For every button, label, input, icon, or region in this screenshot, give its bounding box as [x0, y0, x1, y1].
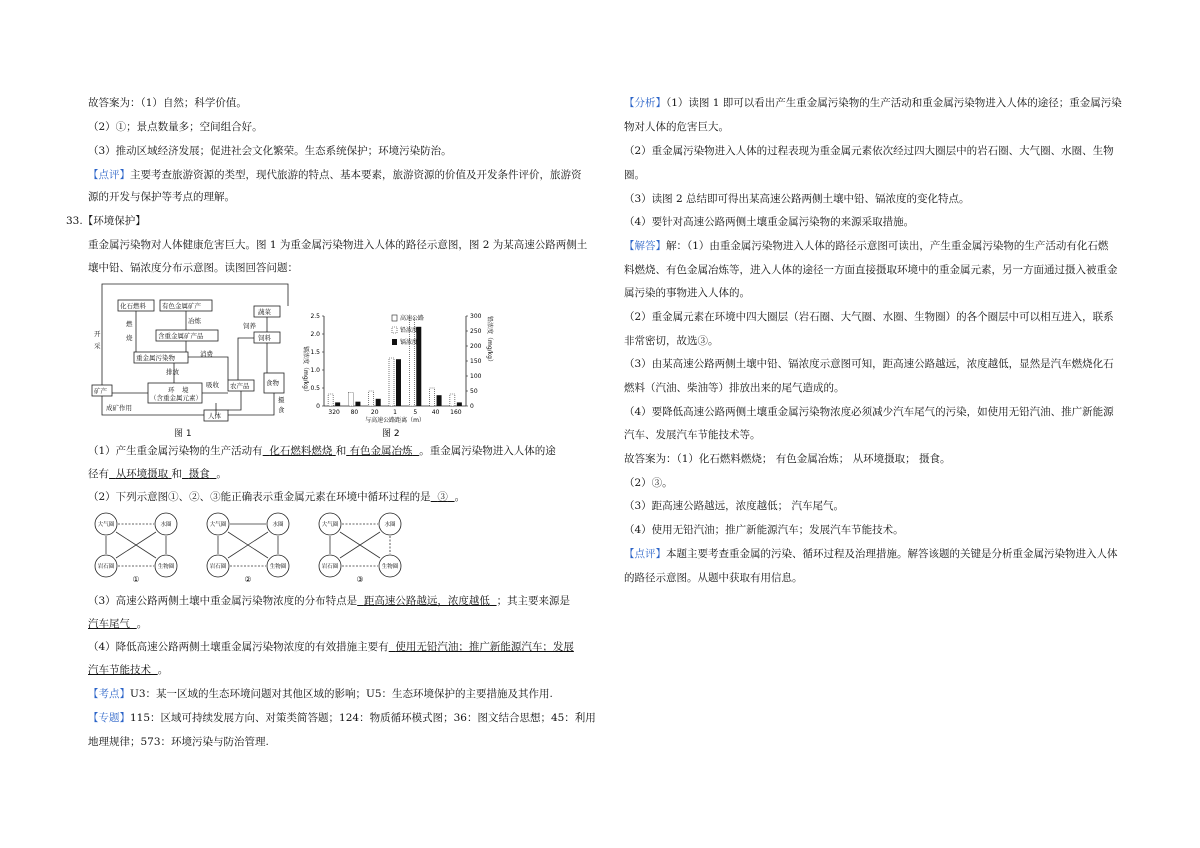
fig1-label: 吸收: [206, 381, 219, 389]
fig1-label: 重金属污染物: [136, 354, 175, 362]
fig1-label: 食物: [266, 379, 279, 387]
legend-swatch: [392, 315, 397, 321]
lead-bar: [328, 394, 333, 406]
answer-blank: 使用无铅汽油；推广新能源汽车；发展: [395, 641, 574, 653]
question-heading: 33.【环境保护】: [66, 215, 146, 227]
left-tick-label: 0: [316, 403, 320, 410]
fig1-label: 燃: [126, 320, 133, 328]
topic-line-1: 【专题】115：区域可持续发展方向、对策类简答题；124：物质循环模式图；36：图文结合思想；45：利用: [88, 712, 596, 724]
fig1-label: 蔬菜: [258, 308, 271, 316]
analysis-3: （3）读图 2 总结即可得出某高速公路两侧土壤中铅、镉浓度的变化特点。: [624, 193, 970, 205]
answer-blank: 摄食: [188, 468, 210, 480]
analysis-2b: 圈。: [624, 169, 645, 181]
answer-blank: 汽车尾气: [88, 618, 130, 630]
cadmium-bar: [396, 359, 401, 406]
fig1-label: 农产品: [230, 382, 250, 390]
review-tag: 【点评】: [624, 548, 666, 560]
solution-4b: 汽车、发展汽车节能技术等。: [624, 429, 761, 441]
fig1-label: 烧: [126, 334, 133, 342]
sphere-label: 水圈: [272, 522, 284, 528]
answer-line-3: （3）推动区域经济发展；促进社会文化繁荣。生态系统保护；环境污染防治。: [88, 145, 452, 157]
solution-2a: （2）重金属元素在环境中四大圈层（岩石圈、大气圈、水圈、生物圈）的各个圈层中可以相互进入，联系: [624, 311, 1114, 323]
fig1-label: 人体: [208, 412, 221, 420]
sphere-label: 大气圈: [97, 522, 115, 528]
sphere-label: 水圈: [384, 522, 396, 528]
legend-label: 高速公路: [400, 315, 425, 322]
right-tick-label: 50: [470, 388, 478, 395]
sphere-label: 大气圈: [321, 522, 339, 528]
left-tick-label: 0.5: [310, 385, 320, 392]
right-tick-label: 200: [470, 343, 482, 350]
question-intro-1: 重金属污染物对人体健康危害巨大。图 1 为重金属污染物进入人体的路径示意图，图 2 为某高速公路两侧土: [88, 239, 588, 251]
fig1-label: 含重金属矿产品: [158, 332, 204, 340]
cycle-diagram-②: [207, 513, 289, 584]
cycle-number: ③: [356, 575, 364, 584]
cycle-diagram-①: [95, 513, 177, 584]
fig1-label: 环: [168, 386, 175, 394]
sphere-label: 大气圈: [209, 522, 227, 528]
x-tick-label: 320: [328, 409, 340, 416]
final-answer-4: （4）使用无铅汽油；推广新能源汽车；发展汽车节能技术。: [624, 524, 904, 536]
legend-label: 铅浓度: [400, 327, 419, 334]
subq-2: （2）下列示意图①、②、③能正确表示重金属元素在环境中循环过程的是 ③ 。: [88, 491, 466, 503]
x-tick-label: 80: [350, 409, 359, 416]
question-intro-2: 壤中铅、镉浓度分布示意图。读图回答问题：: [88, 262, 298, 274]
final-answer-2: （2）③。: [624, 477, 673, 489]
analysis-1b: 物对人体的危害巨大。: [624, 121, 729, 133]
cycle-diagrams: [88, 512, 418, 584]
left-axis-label: 镉浓度（mg/kg）: [302, 346, 309, 395]
x-tick-label: 1: [393, 409, 397, 416]
fig1-label: 冶炼: [188, 317, 201, 325]
fig1-label: 成矿作用: [106, 404, 132, 412]
fig1-label: 消费: [200, 350, 213, 358]
subq-4-line-1: （4）降低高速公路两侧土壤重金属污染物浓度的有效措施主要有 使用无铅汽油；推广新能源汽车；发展: [88, 641, 574, 653]
fig1-label: 采: [94, 342, 101, 350]
sphere-label: 岩石圈: [209, 564, 227, 570]
final-answer-0: 故答案为：（1）化石燃料燃烧； 有色金属冶炼； 从环境摄取； 摄食。: [624, 453, 951, 465]
lead-bar: [348, 393, 353, 407]
comment-line-2: 源的开发与保护等考点的理解。: [88, 191, 235, 203]
x-tick-label: 20: [370, 409, 379, 416]
right-tick-label: 0: [470, 403, 474, 410]
x-tick-label: 5: [413, 409, 418, 416]
analysis-2a: （2）重金属污染物进入人体的过程表现为重金属元素依次经过四大圈层中的岩石圈、大气圈、水圈、生物: [624, 145, 1114, 157]
comment-line-1: 【点评】主要考查旅游资源的类型，现代旅游的特点、基本要素，旅游资源的价值及开发条件评价，旅游资: [88, 169, 582, 181]
lead-bar: [369, 391, 374, 406]
fig1-label: 摄: [278, 396, 285, 404]
solution-tag: 【解答】: [624, 240, 666, 252]
comment-tag: 【点评】: [88, 169, 130, 181]
answer-blank: 距高速公路越远，浓度越低: [363, 595, 490, 607]
figure-1-pathway-diagram: [88, 278, 303, 440]
fig1-label: 矿产: [94, 387, 107, 395]
lead-bar: [450, 394, 455, 406]
sphere-label: 岩石圈: [97, 564, 115, 570]
x-tick-label: 40: [431, 409, 440, 416]
fig1-label: （含重金属元素）: [150, 394, 202, 402]
sphere-label: 生物圈: [157, 564, 175, 570]
fig1-label: 排放: [166, 368, 179, 376]
lead-bar: [430, 388, 435, 406]
x-axis-label: 与高速公路距离（m）: [365, 417, 425, 424]
solution-2b: 非常密切，故选③。: [624, 335, 719, 347]
knowledge-point: 【考点】U3：某一区域的生态环境问题对其他区域的影响；U5：生态环境保护的主要措施及其作用.: [88, 688, 553, 700]
solution-4a: （4）要降低高速公路两侧土壤重金属污染物浓度必须减少汽车尾气的污染，如使用无铅汽油、推广新能源: [624, 406, 1114, 418]
figure-2-caption: 图 2: [382, 429, 400, 439]
fig1-label: 饲料: [258, 334, 271, 342]
analysis-1a: 【分析】（1）读图 1 即可以看出产生重金属污染物的生产活动和重金属污染物进入人体的途径；重金属污染: [624, 97, 1122, 109]
answer-blank: 有色金属冶炼: [349, 445, 413, 457]
solution-3b: 燃料（汽油、柴油等）排放出来的尾气造成的。: [624, 382, 845, 394]
analysis-tag: 【分析】: [624, 97, 666, 109]
legend-swatch: [392, 327, 397, 333]
solution-1b: 料燃烧、有色金属冶炼等，进入人体的途径一方面直接摄取环境中的重金属元素，另一方面通过摄入被重金: [624, 264, 1118, 276]
answer-blank: ③: [437, 491, 448, 503]
lead-bar: [389, 358, 394, 406]
cadmium-bar: [335, 402, 340, 406]
solution-3a: （3）由某高速公路两侧土壤中铅、镉浓度示意图可知，距高速公路越远，浓度越低，显然是汽车燃烧化石: [624, 358, 1114, 370]
fig1-label: 化石燃料: [120, 302, 146, 310]
right-tick-label: 300: [470, 313, 482, 320]
fig1-label: 开: [94, 330, 101, 338]
analysis-4: （4）要针对高速公路两侧土壤重金属污染物的来源采取措施。: [624, 216, 915, 228]
left-tick-label: 2.0: [310, 331, 320, 338]
cadmium-bar: [457, 402, 462, 406]
sphere-label: 水圈: [160, 522, 172, 528]
legend-label: 镉浓度: [400, 339, 419, 346]
right-tick-label: 250: [470, 328, 482, 335]
sphere-label: 岩石圈: [321, 564, 339, 570]
subq-1-line-1: （1）产生重金属污染物的生产活动有 化石燃料燃烧 和 有色金属冶炼 。重金属污染物进入人体的途: [88, 445, 556, 457]
answer-line-1: 故答案为：（1）自然；科学价值。: [88, 97, 247, 109]
left-tick-label: 2.5: [310, 313, 320, 320]
right-axis-label: 铅浓度（mg/kg）: [486, 316, 493, 365]
figure-1-caption: 图 1: [174, 429, 192, 439]
subq-4-line-2: 汽车节能技术 。: [88, 664, 169, 676]
cadmium-bar: [437, 395, 442, 406]
cycle-diagram-③: [319, 513, 401, 584]
legend-swatch: [392, 339, 397, 345]
answer-blank: 化石燃料燃烧: [269, 445, 333, 457]
fig1-label: 食: [278, 406, 285, 414]
final-answer-3: （3）距高速公路越远，浓度越低； 汽车尾气。: [624, 500, 845, 512]
sphere-label: 生物圈: [269, 564, 287, 570]
fig1-label: 饲养: [243, 322, 256, 330]
subq-1-line-2: 径有 从环境摄取 和 摄食 。: [88, 468, 227, 480]
left-tick-label: 1.0: [310, 367, 320, 374]
review-line-1: 【点评】本题主要考查重金属的污染、循环过程及治理措施。解答该题的关键是分析重金属污染物进入人体: [624, 548, 1118, 560]
solution-1c: 属污染的事物进入人体的。: [624, 287, 750, 299]
cadmium-bar: [355, 402, 360, 406]
figure-2-bar-chart: [296, 300, 496, 440]
left-tick-label: 1.5: [310, 349, 320, 356]
cadmium-bar: [376, 399, 381, 406]
solution-1a: 【解答】解：（1）由重金属污染物进入人体的路径示意图可读出，产生重金属污染物的生产活动有化石燃: [624, 240, 1109, 252]
fig1-label: 境: [182, 386, 189, 394]
right-tick-label: 150: [470, 358, 482, 365]
x-tick-label: 160: [450, 409, 462, 416]
subq-3-line-2: 汽车尾气 。: [88, 618, 148, 630]
subq-3-line-1: （3）高速公路两侧土壤中重金属污染物浓度的分布特点是 距高速公路越远，浓度越低 ；其主要来源是: [88, 595, 571, 607]
review-line-2: 的路径示意图。从题中获取有用信息。: [624, 572, 803, 584]
cycle-number: ②: [244, 575, 252, 584]
cycle-number: ①: [132, 575, 140, 584]
answer-blank: 汽车节能技术: [88, 664, 151, 676]
sphere-label: 生物圈: [381, 564, 399, 570]
fig1-label: 有色金属矿产: [162, 302, 201, 310]
right-tick-label: 100: [470, 373, 482, 380]
topic-line-2: 地理规律；573：环境污染与防治管理.: [88, 736, 269, 748]
answer-line-2: （2）①；景点数量多；空间组合好。: [88, 121, 263, 133]
answer-blank: 从环境摄取: [115, 468, 169, 480]
